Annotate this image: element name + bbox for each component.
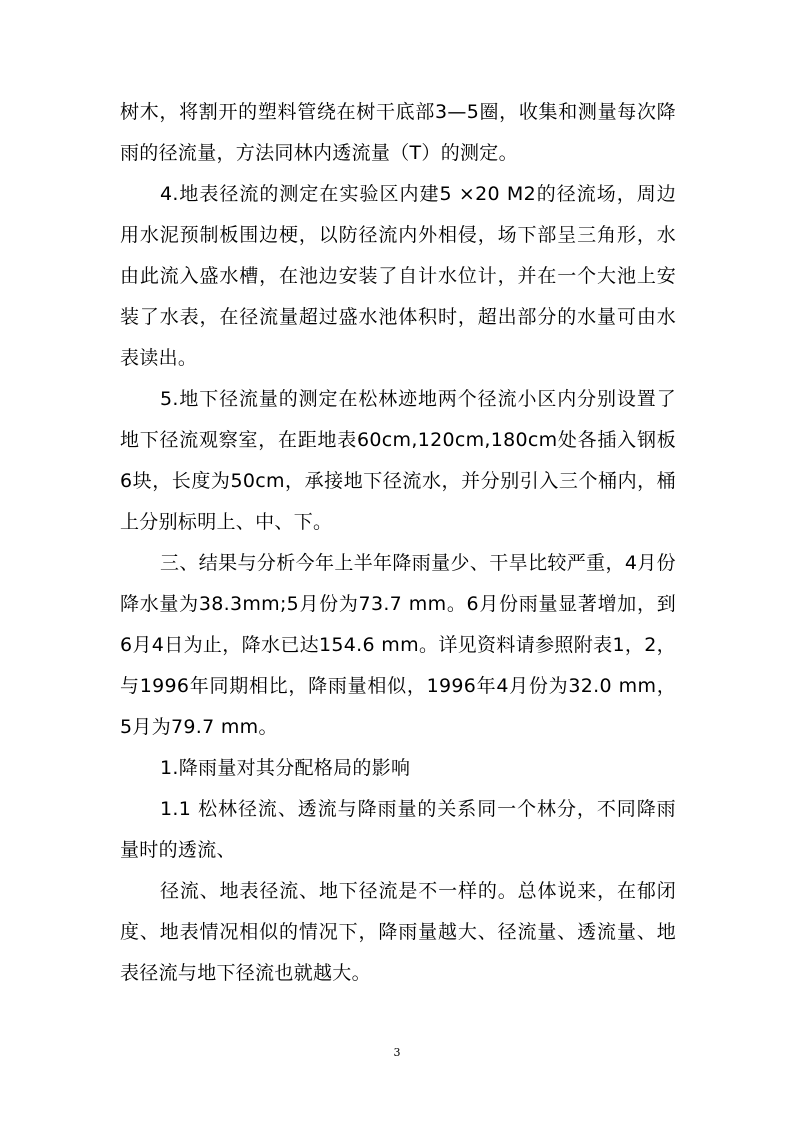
body-text bbox=[120, 92, 676, 994]
paragraph-underground-runoff: 5.地下径流量的测定在松林迹地两个径流小区内分别设置了地下径流观察室，在距地表60cm,120cm,180cm处各插入钢板6块，长度为50cm，承接地下径流水，并分别引入三个桶内，桶上分别标明上、中、下。 bbox=[120, 388, 676, 533]
paragraph-surface-runoff: 4.地表径流的测定在实验区内建5 ×20 M2的径流场，周边用水泥预制板围边梗，以防径流内外相侵，场下部呈三角形，水由此流入盛水槽，在池边安装了自计水位计，并在一个大池上安装了水表，在径流量超过盛水池体积时，超出部分的水量可由水表读出。 bbox=[120, 183, 676, 369]
paragraph-results: 三、结果与分析今年上半年降雨量少、干旱比较严重，4月份降水量为38.3mm;5月份为73.7 mm。6月份雨量显著增加，到6月4日为止，降水已达154.6 mm。详见资料请参照附表1，2，与1996年同期相比，降雨量相似，1996年4月份为32.0 mm，5月为79.7 mm。 bbox=[120, 552, 676, 738]
page-number: 3 bbox=[393, 1046, 401, 1059]
paragraph-continuation: 树木，将割开的塑料管绕在树干底部3—5圈，收集和测量每次降雨的径流量，方法同林内透流量（T）的测定。 bbox=[120, 101, 676, 164]
subsection-heading-pine-runoff: 1.1 松林径流、透流与降雨量的关系同一个林分，不同降雨量时的透流、 bbox=[120, 798, 676, 861]
paragraph-summary: 径流、地表径流、地下径流是不一样的。总体说来，在郁闭度、地表情况相似的情况下，降雨量越大、径流量、透流量、地表径流与地下径流也就越大。 bbox=[120, 880, 676, 984]
section-heading-rainfall: 1.降雨量对其分配格局的影响 bbox=[160, 757, 411, 779]
